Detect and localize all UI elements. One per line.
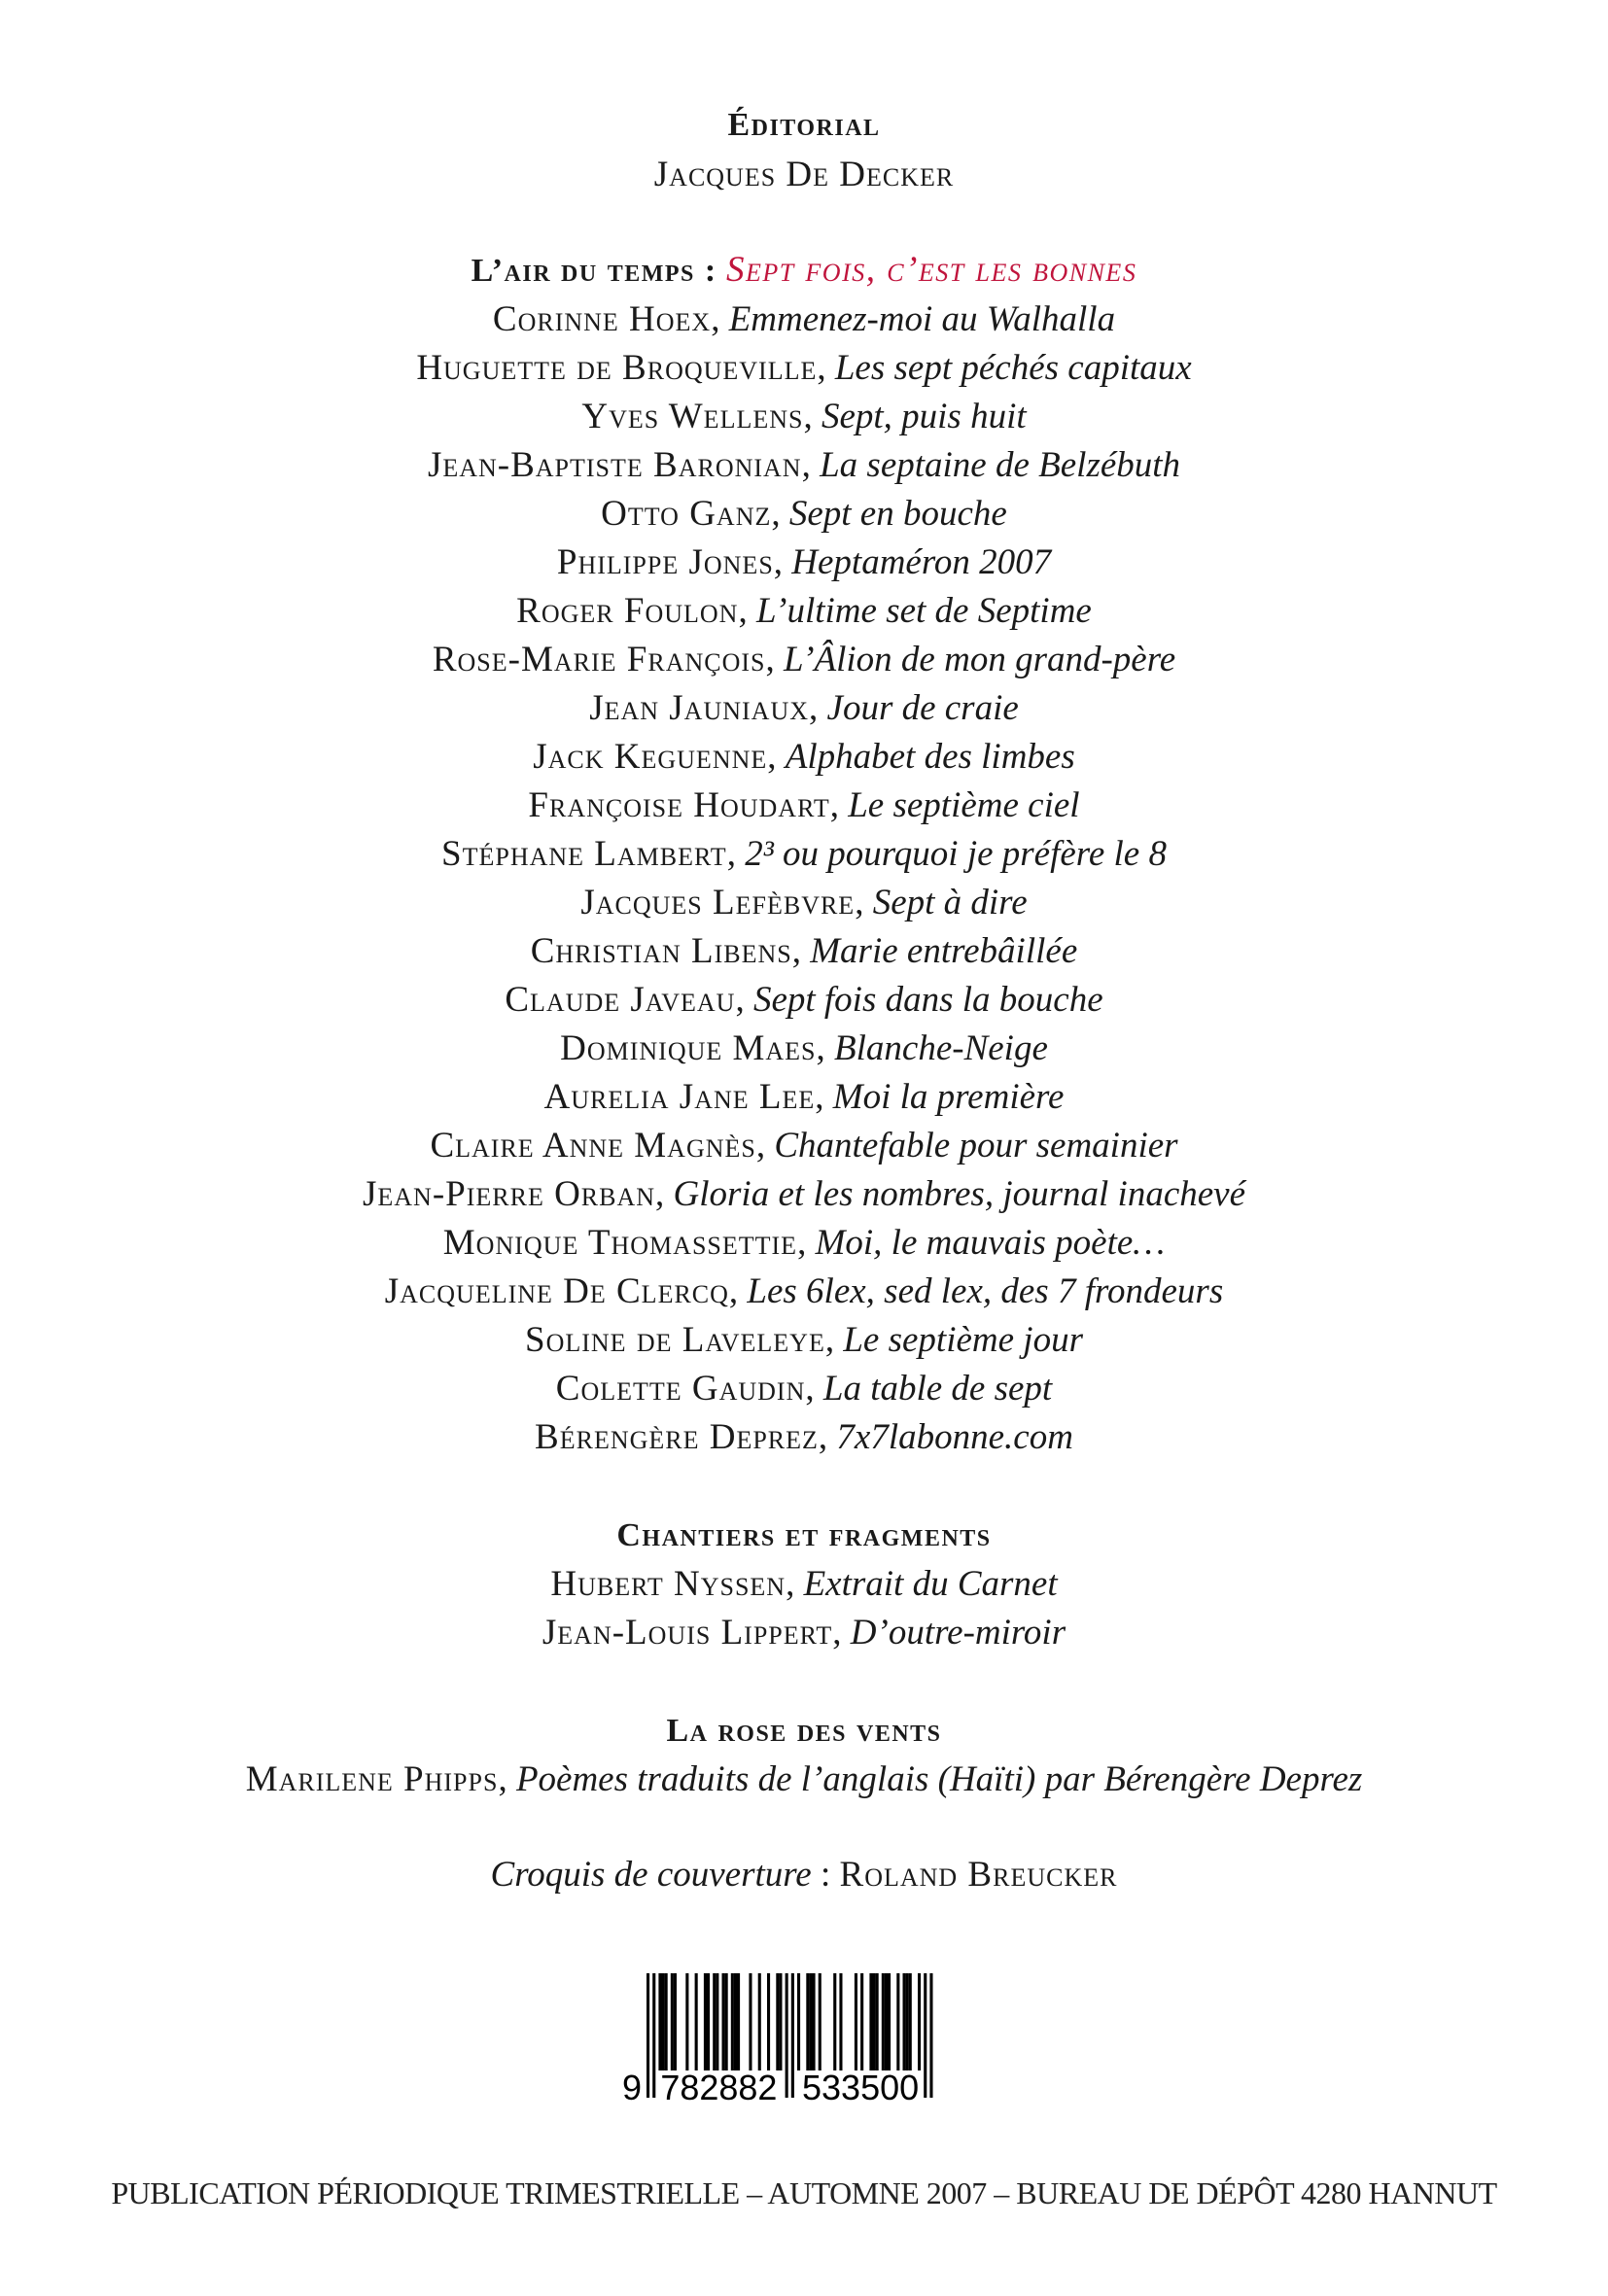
editorial-author: Jacques De Decker [653, 155, 955, 194]
entry-author: Yves Wellens [581, 397, 804, 436]
toc-entry: Corinne Hoex, Emmenez-moi au Walhalla [492, 299, 1116, 339]
toc-entry: Jacqueline De Clercq, Les 6lex, sed lex, des 7 frondeurs [384, 1271, 1224, 1311]
barcode-bar [749, 1973, 752, 2070]
barcode-bar [685, 1973, 688, 2070]
entry-author: Jean-Louis Lippert [542, 1613, 833, 1652]
barcode-bar [860, 1973, 863, 2070]
entry-author: Soline de Laveleye [525, 1320, 825, 1360]
cover-credit [0, 1851, 1608, 1899]
barcode-bar [833, 1973, 836, 2070]
barcode-bar [758, 1973, 761, 2070]
barcode-bar [658, 1973, 661, 2070]
barcode-bar [873, 1973, 876, 2070]
barcode-bar [767, 1973, 770, 2070]
barcode-bar [791, 1973, 794, 2098]
barcode-bar [786, 1973, 788, 2098]
entry-title: Poèmes traduits de l’anglais (Haïti) par Bérengère Deprez [515, 1759, 1363, 1799]
publication-footer: PUBLICATION PÉRIODIQUE TRIMESTRIELLE – AUTOMNE 2007 – BUREAU DE DÉPÔT 4280 HANNUT [111, 2175, 1497, 2210]
toc-entry: Yves Wellens, Sept, puis huit [581, 397, 1027, 436]
entry-title: La table de sept [822, 1369, 1053, 1409]
entry-title: Sept, puis huit [821, 397, 1027, 436]
toc-entry: Claude Javeau, Sept fois dans la bouche [505, 980, 1103, 1020]
toc-entry: Hubert Nyssen, Extrait du Carnet [550, 1564, 1058, 1604]
cover-label: Croquis de couverture [490, 1855, 812, 1895]
chantiers-list [0, 1560, 1608, 1657]
section-heading: L’air du temps : [471, 253, 717, 289]
entry-author: Jacques Lefèbvre [580, 883, 856, 922]
barcode-bar [882, 1973, 885, 2070]
entry-title: 2³ ou pourquoi je préfère le 8 [745, 834, 1167, 874]
entry-author: Jacqueline De Clercq [384, 1271, 729, 1311]
entry-title: Les sept péchés capitaux [834, 348, 1192, 388]
toc-entry: Otto Ganz, Sept en bouche [601, 494, 1007, 534]
barcode-bar [716, 1973, 718, 2070]
entry-author: Dominique Maes [560, 1028, 817, 1068]
section-theme: Sept fois, c’est les bonnes [725, 250, 1137, 290]
barcode-bar [809, 1973, 812, 2070]
entry-author: Jack Keguenne [533, 737, 768, 777]
barcode-bar [924, 1973, 926, 2098]
entry-author: Marilene Phipps [245, 1759, 499, 1799]
barcode-bar [819, 1973, 821, 2070]
entry-title: L’ultime set de Septime [755, 591, 1092, 631]
barcode-digits: 782882 [660, 2068, 778, 2105]
barcode-bar [722, 1973, 725, 2070]
entry-title: Moi, le mauvais poète… [815, 1223, 1166, 1263]
barcode-bar [671, 1973, 674, 2070]
entry-title: Sept en bouche [788, 494, 1007, 534]
entry-title: Le septième jour [843, 1320, 1083, 1360]
air-du-temps-heading [0, 246, 1608, 296]
barcode-bar [647, 1973, 649, 2098]
barcode-bar [734, 1973, 737, 2070]
entry-title: Jour de craie [826, 688, 1019, 728]
toc-entry: Bérengère Deprez, 7x7labonne.com [535, 1417, 1073, 1457]
barcode-bar [906, 1973, 909, 2070]
table-of-contents [0, 246, 1608, 1899]
editorial-heading: Éditorial [727, 107, 881, 143]
barcode-bar [665, 1973, 668, 2070]
toc-entry: Christian Libens, Marie entrebâillée [530, 931, 1078, 971]
entry-title: Blanche-Neige [834, 1028, 1048, 1068]
barcode-bar [896, 1973, 899, 2070]
barcode-bar [813, 1973, 816, 2070]
toc-entry: Colette Gaudin, La table de sept [555, 1369, 1053, 1409]
toc-entry: Jean-Pierre Orban, Gloria et les nombres, journal inachevé [362, 1174, 1246, 1214]
barcode-bar [662, 1973, 665, 2070]
toc-entry: Roger Foulon, L’ultime set de Septime [516, 591, 1092, 631]
barcode-bar [652, 1973, 655, 2098]
entry-author: Stéphane Lambert [441, 834, 727, 874]
barcode-bar [929, 1973, 932, 2098]
toc-entry: Marilene Phipps, Poèmes traduits de l’anglais (Haïti) par Bérengère Deprez [245, 1759, 1363, 1799]
entry-author: Christian Libens [530, 931, 792, 971]
entry-title: 7x7labonne.com [836, 1417, 1073, 1457]
rose-des-vents-heading: La rose des vents [666, 1713, 942, 1749]
barcode-bar [903, 1973, 906, 2070]
toc-entry: Jacques Lefèbvre, Sept à dire [580, 883, 1028, 922]
barcode-bar [797, 1973, 800, 2070]
barcode-bar [779, 1973, 782, 2070]
entry-author: Rose-Marie François [432, 640, 766, 679]
barcode-bar [909, 1973, 912, 2070]
toc-entry: Jean-Louis Lippert, D’outre-miroir [542, 1613, 1066, 1652]
toc-entry: Monique Thomassettie, Moi, le mauvais poète… [442, 1223, 1166, 1263]
entry-title: Chantefable pour semainier [774, 1126, 1178, 1165]
entry-author: Claire Anne Magnès [430, 1126, 756, 1165]
cover-separator: : [811, 1855, 840, 1895]
barcode-bar [855, 1973, 857, 2070]
toc-entry: Rose-Marie François, L’Âlion de mon grand-père [432, 640, 1176, 679]
entry-author: Corinne Hoex [492, 299, 712, 339]
entry-title: Extrait du Carnet [803, 1564, 1058, 1604]
entry-title: L’Âlion de mon grand-père [783, 640, 1176, 679]
entry-author: Claude Javeau [505, 980, 736, 1020]
barcode-bar [674, 1973, 677, 2070]
chantiers-heading: Chantiers et fragments [616, 1517, 992, 1553]
barcode-digits: 533500 [802, 2068, 920, 2105]
entry-title: Moi la première [832, 1077, 1065, 1117]
barcode-bar [713, 1973, 716, 2070]
entry-author: Philippe Jones [556, 542, 774, 582]
entry-title: Les 6lex, sed lex, des 7 frondeurs [747, 1271, 1224, 1311]
entry-title: Gloria et les nombres, journal inachevé [673, 1174, 1246, 1214]
toc-entry: Stéphane Lambert, 2³ ou pourquoi je préfère le 8 [441, 834, 1167, 874]
entry-author: Bérengère Deprez [535, 1417, 819, 1457]
toc-entry: Jack Keguenne, Alphabet des limbes [533, 737, 1075, 777]
barcode-bar [876, 1973, 879, 2070]
barcode-bar [737, 1973, 740, 2070]
entry-author: Aurelia Jane Lee [543, 1077, 816, 1117]
barcode-bar [725, 1973, 728, 2070]
rose-des-vents-list [0, 1756, 1608, 1804]
toc-entry: Dominique Maes, Blanche-Neige [560, 1028, 1048, 1068]
barcode-bar [918, 1973, 921, 2070]
air-du-temps-list [0, 296, 1608, 1462]
barcode-bar [885, 1973, 888, 2070]
entry-author: Huguette de Broqueville [416, 348, 818, 388]
barcode-bar [806, 1973, 809, 2070]
barcode-bar [731, 1973, 734, 2070]
entry-author: Hubert Nyssen [550, 1564, 787, 1604]
entry-title: La septaine de Belzébuth [820, 445, 1181, 485]
toc-entry: Soline de Laveleye, Le septième jour [525, 1320, 1083, 1360]
toc-entry: Jean-Baptiste Baronian, La septaine de Belzébuth [427, 445, 1181, 485]
toc-entry: Huguette de Broqueville, Les sept péchés capitaux [416, 348, 1192, 388]
entry-title: Sept fois dans la bouche [752, 980, 1103, 1020]
cover-artist: Roland Breucker [839, 1855, 1118, 1895]
barcode-bar [707, 1973, 710, 2070]
barcode-bar [869, 1973, 872, 2070]
entry-title: Heptaméron 2007 [791, 542, 1052, 582]
entry-author: Monique Thomassettie [442, 1223, 798, 1263]
entry-author: Jean-Baptiste Baronian [427, 445, 802, 485]
entry-author: Jean Jauniaux [589, 688, 810, 728]
barcode-bar [888, 1973, 891, 2070]
entry-author: Françoise Houdart [528, 785, 830, 825]
toc-entry: Aurelia Jane Lee, Moi la première [543, 1077, 1065, 1117]
barcode-bar [839, 1973, 842, 2070]
toc-entry: Jean Jauniaux, Jour de craie [589, 688, 1019, 728]
barcode-bar [776, 1973, 779, 2070]
entry-title: Marie entrebâillée [810, 931, 1078, 971]
entry-author: Colette Gaudin [555, 1369, 806, 1409]
barcode-bar [695, 1973, 698, 2070]
barcode [622, 1973, 953, 2105]
toc-entry: Claire Anne Magnès, Chantefable pour semainier [430, 1126, 1178, 1165]
entry-title: Sept à dire [872, 883, 1028, 922]
barcode-bar [704, 1973, 707, 2070]
entry-title: Le septième ciel [848, 785, 1080, 825]
toc-entry: Philippe Jones, Heptaméron 2007 [556, 542, 1052, 582]
entry-author: Roger Foulon [516, 591, 739, 631]
entry-title: D’outre-miroir [850, 1613, 1066, 1652]
entry-author: Otto Ganz [601, 494, 772, 534]
entry-title: Alphabet des limbes [785, 737, 1075, 777]
entry-title: Emmenez-moi au Walhalla [728, 299, 1116, 339]
entry-author: Jean-Pierre Orban [362, 1174, 656, 1214]
toc-entry: Françoise Houdart, Le septième ciel [528, 785, 1080, 825]
barcode-digits: 9 [622, 2068, 643, 2105]
